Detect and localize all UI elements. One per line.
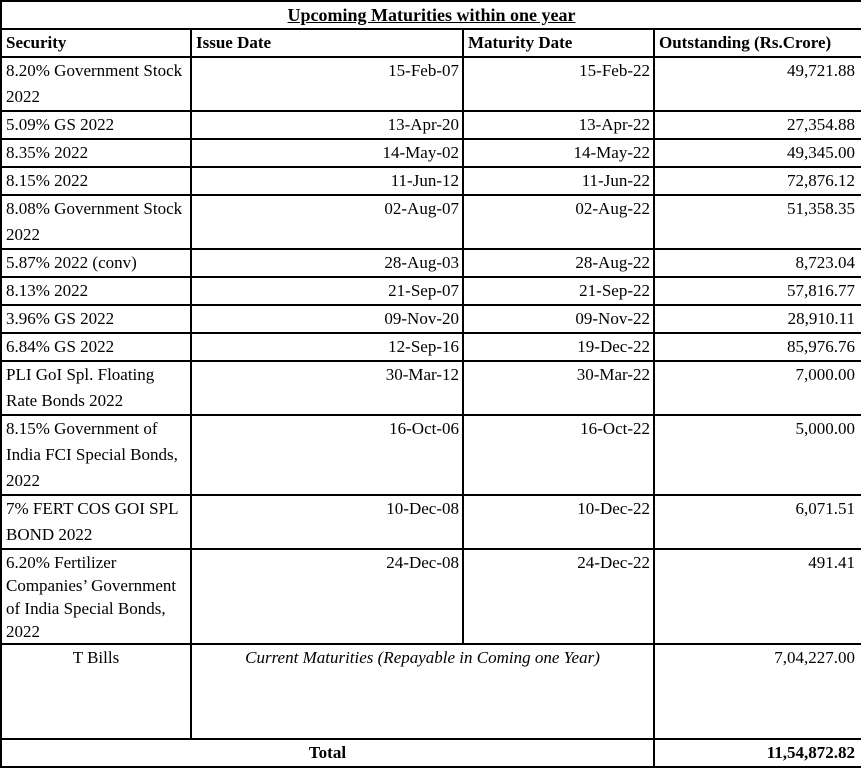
outstanding-cell: 8,723.04	[654, 249, 861, 277]
table-row	[1, 549, 861, 644]
maturity-date-cell: 14-May-22	[463, 139, 654, 167]
table-row	[1, 305, 861, 333]
maturity-date-cell: 24-Dec-22	[463, 549, 654, 644]
outstanding-cell: 28,910.11	[654, 305, 861, 333]
maturity-date-cell: 10-Dec-22	[463, 495, 654, 549]
issue-date-cell: 24-Dec-08	[191, 549, 463, 644]
issue-date-cell: 09-Nov-20	[191, 305, 463, 333]
outstanding-cell: 85,976.76	[654, 333, 861, 361]
outstanding-cell: 6,071.51	[654, 495, 861, 549]
maturity-date-cell: 09-Nov-22	[463, 305, 654, 333]
issue-date-cell: 28-Aug-03	[191, 249, 463, 277]
maturity-date-cell: 16-Oct-22	[463, 415, 654, 495]
page-title	[1, 1, 861, 29]
outstanding-cell: 491.41	[654, 549, 861, 644]
total-row	[1, 739, 861, 767]
issue-date-cell: 16-Oct-06	[191, 415, 463, 495]
maturity-date-cell: 15-Feb-22	[463, 57, 654, 111]
maturity-date-cell: 11-Jun-22	[463, 167, 654, 195]
outstanding-cell: 27,354.88	[654, 111, 861, 139]
issue-date-cell: 21-Sep-07	[191, 277, 463, 305]
maturity-date-cell: 21-Sep-22	[463, 277, 654, 305]
security-cell: 8.20% Government Stock 2022	[1, 57, 191, 111]
security-cell: 7% FERT COS GOI SPL BOND 2022	[1, 495, 191, 549]
issue-date-cell: 11-Jun-12	[191, 167, 463, 195]
outstanding-cell: 7,04,227.00	[654, 644, 861, 739]
maturity-date-cell: 02-Aug-22	[463, 195, 654, 249]
security-cell: 5.87% 2022 (conv)	[1, 249, 191, 277]
table-row	[1, 167, 861, 195]
security-cell: 6.84% GS 2022	[1, 333, 191, 361]
maturity-date-cell: 28-Aug-22	[463, 249, 654, 277]
header-row	[1, 29, 861, 57]
issue-date-cell: 30-Mar-12	[191, 361, 463, 415]
total-outstanding-value: 11,54,872.82	[654, 739, 861, 767]
table-row	[1, 361, 861, 415]
issue-date-cell: 14-May-02	[191, 139, 463, 167]
page-title-text: Upcoming Maturities within one year	[287, 5, 576, 25]
security-cell: 8.15% 2022	[1, 167, 191, 195]
column-header-maturity-date: Maturity Date	[463, 29, 654, 57]
security-cell: 8.35% 2022	[1, 139, 191, 167]
outstanding-cell: 7,000.00	[654, 361, 861, 415]
issue-date-cell: 12-Sep-16	[191, 333, 463, 361]
table-row	[1, 57, 861, 111]
outstanding-cell: 57,816.77	[654, 277, 861, 305]
table-row	[1, 111, 861, 139]
maturity-date-cell: 19-Dec-22	[463, 333, 654, 361]
issue-date-cell: 13-Apr-20	[191, 111, 463, 139]
table-row	[1, 415, 861, 495]
security-cell: 8.13% 2022	[1, 277, 191, 305]
table-row	[1, 249, 861, 277]
outstanding-cell: 51,358.35	[654, 195, 861, 249]
maturity-date-cell: 13-Apr-22	[463, 111, 654, 139]
t-bills-row	[1, 644, 861, 739]
table-row	[1, 333, 861, 361]
table-row	[1, 495, 861, 549]
security-cell: 8.15% Government of India FCI Special Bonds, 2022	[1, 415, 191, 495]
table-row	[1, 195, 861, 249]
total-label: Total	[1, 739, 654, 767]
table-row	[1, 277, 861, 305]
security-cell: 6.20% Fertilizer Companies’ Government of India Special Bonds, 2022	[1, 549, 191, 644]
security-cell: PLI GoI Spl. Floating Rate Bonds 2022	[1, 361, 191, 415]
column-header-security: Security	[1, 29, 191, 57]
outstanding-cell: 49,345.00	[654, 139, 861, 167]
security-cell: 8.08% Government Stock 2022	[1, 195, 191, 249]
security-cell: 5.09% GS 2022	[1, 111, 191, 139]
table-row	[1, 139, 861, 167]
column-header-outstanding: Outstanding (Rs.Crore)	[654, 29, 861, 57]
issue-date-cell: 10-Dec-08	[191, 495, 463, 549]
maturity-date-cell: 30-Mar-22	[463, 361, 654, 415]
outstanding-cell: 5,000.00	[654, 415, 861, 495]
issue-date-cell: 15-Feb-07	[191, 57, 463, 111]
column-header-issue-date: Issue Date	[191, 29, 463, 57]
issue-date-cell: 02-Aug-07	[191, 195, 463, 249]
security-cell: 3.96% GS 2022	[1, 305, 191, 333]
security-cell: T Bills	[1, 644, 191, 739]
outstanding-cell: 72,876.12	[654, 167, 861, 195]
title-row	[1, 1, 861, 29]
current-maturities-note: Current Maturities (Repayable in Coming one Year)	[191, 644, 654, 739]
outstanding-cell: 49,721.88	[654, 57, 861, 111]
